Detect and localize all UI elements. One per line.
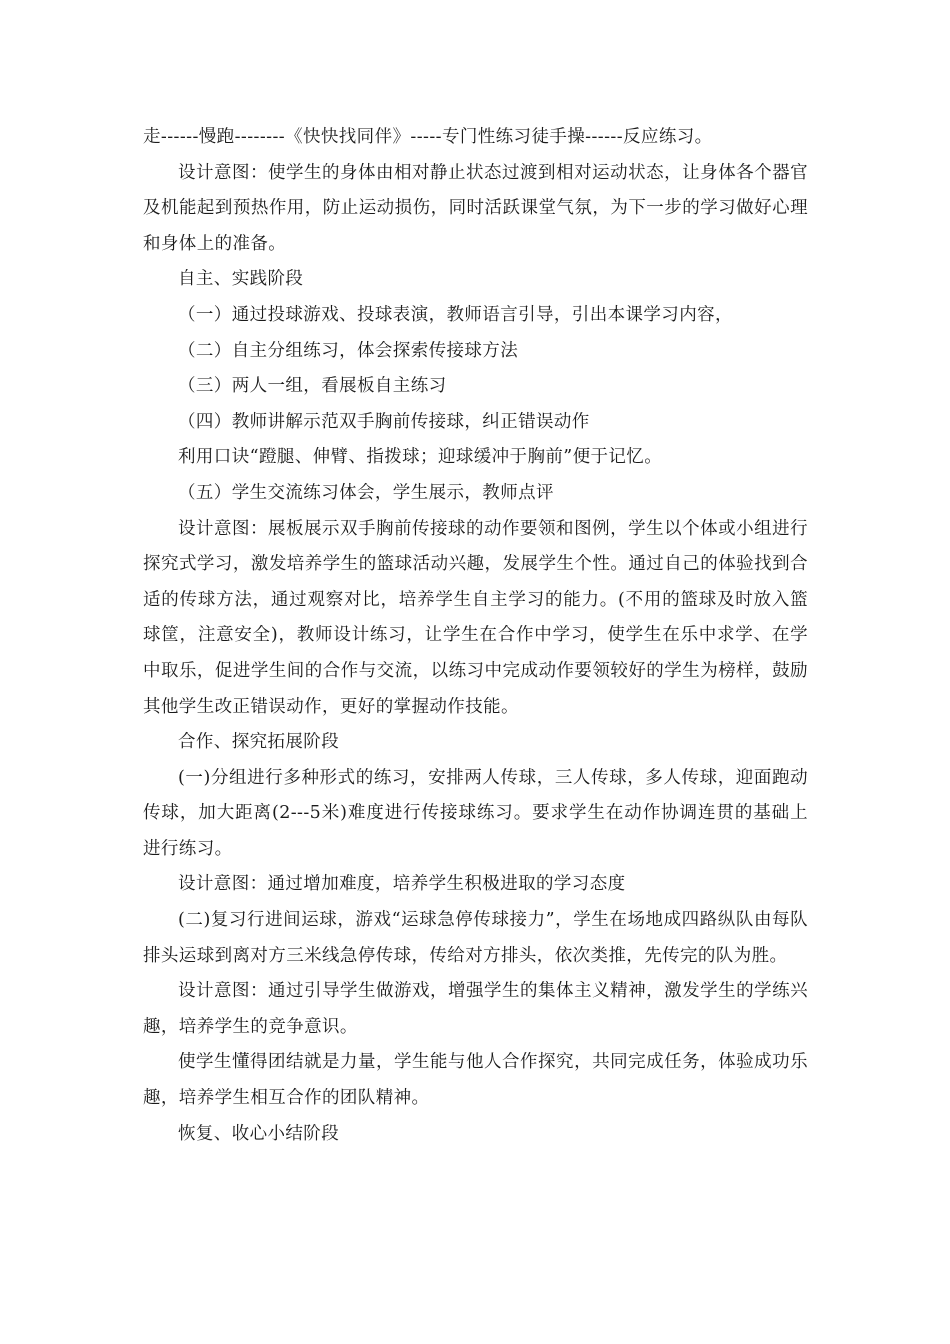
list-item-5: （五）学生交流练习体会，学生展示，教师点评 bbox=[178, 482, 554, 503]
document-body bbox=[143, 120, 808, 1152]
paragraph-design-intent-2: 设计意图：展板展示双手胸前传接球的动作要领和图例，学生以个体或小组进行探究式学习，激发培养学生的篮球活动兴趣，发展学生个性。通过自己的体验找到合适的传球方法，通过观察对比，培养学生自主学习的能力。(不用的篮球及时放入篮球筐，注意安全)，教师设计练习，让学生在合作中学习，使学生在乐中求学、在学中取乐，促进学生间的合作与交流，以练习中完成动作要领较好的学生为榜样，鼓励其他学生改正错误动作，更好的掌握动作技能。 bbox=[143, 518, 808, 717]
paragraph-warmup-sequence: 走------慢跑--------《快快找同伴》-----专门性练习徒手操------反应练习。 bbox=[143, 127, 713, 147]
paragraph-mnemonic: 利用口诀“蹬腿、伸臂、指拨球；迎球缓冲于胸前”便于记忆。 bbox=[178, 447, 663, 468]
section-heading-practice: 自主、实践阶段 bbox=[178, 269, 304, 290]
list-item-2: （二）自主分组练习，体会探索传接球方法 bbox=[178, 340, 519, 361]
paragraph-design-intent-1: 设计意图：使学生的身体由相对静止状态过渡到相对运动状态，让身体各个器官及机能起到预热作用，防止运动损伤，同时活跃课堂气氛，为下一步的学习做好心理和身体上的准备。 bbox=[143, 162, 808, 254]
section-heading-cooperation: 合作、探究拓展阶段 bbox=[178, 732, 340, 753]
list-item-1: （一）通过投球游戏、投球表演，教师语言引导，引出本课学习内容， bbox=[178, 304, 733, 325]
list-item-4: （四）教师讲解示范双手胸前传接球，纠正错误动作 bbox=[178, 411, 590, 432]
list-item-3: （三）两人一组，看展板自主练习 bbox=[178, 376, 447, 397]
paragraph-design-intent-4: 设计意图：通过引导学生做游戏，增强学生的集体主义精神，激发学生的学练兴趣，培养学生的竞争意识。 bbox=[143, 981, 808, 1037]
paragraph-teamwork: 使学生懂得团结就是力量，学生能与他人合作探究，共同完成任务，体验成功乐趣，培养学生相互合作的团队精神。 bbox=[143, 1052, 808, 1109]
paragraph-group-practice: (一)分组进行多种形式的练习，安排两人传球，三人传球，多人传球，迎面跑动传球，加大距离(2---5米)难度进行传接球练习。要求学生在动作协调连贯的基础上进行练习。 bbox=[143, 767, 808, 859]
paragraph-relay-game: (二)复习行进间运球，游戏“运球急停传球接力”，学生在场地成四路纵队由每队排头运球到离对方三米线急停传球，传给对方排头，依次类推，先传完的队为胜。 bbox=[143, 910, 808, 966]
section-heading-recovery: 恢复、收心小结阶段 bbox=[178, 1123, 340, 1144]
paragraph-design-intent-3: 设计意图：通过增加难度，培养学生积极进取的学习态度 bbox=[178, 874, 626, 895]
